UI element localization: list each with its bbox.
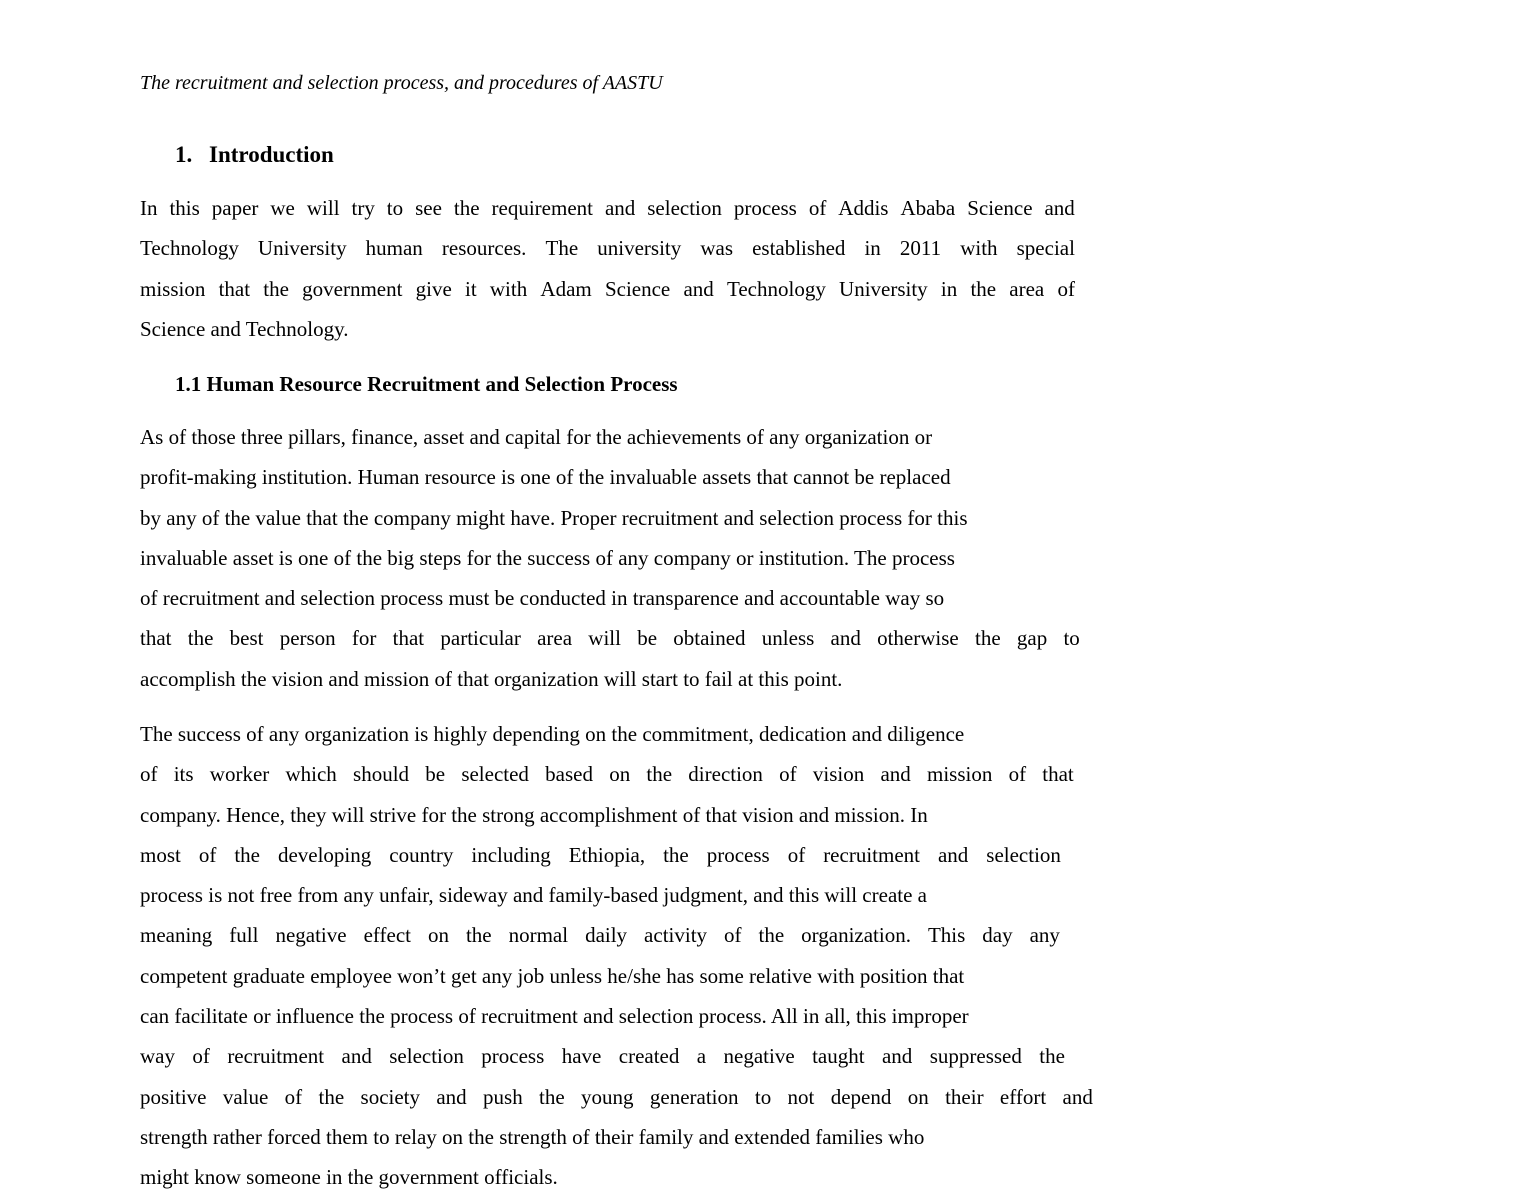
paragraph-line (140, 1077, 1093, 1117)
word: the (539, 1084, 565, 1109)
word: and (880, 762, 911, 787)
word: the (758, 923, 785, 948)
word: of (808, 196, 827, 220)
word: see (415, 196, 442, 220)
word: and (683, 276, 714, 301)
word: unless (761, 626, 815, 651)
word: on (907, 1084, 929, 1109)
word: Ababa (900, 196, 956, 220)
word: of (787, 842, 806, 867)
word: process (733, 196, 797, 220)
word: value (222, 1084, 269, 1109)
word: process (481, 1044, 545, 1069)
intro-paragraph (140, 188, 1075, 349)
word: gap (1016, 626, 1048, 651)
word: and (881, 1044, 913, 1069)
subsection-heading: 1.1 Human Resource Recruitment and Selection Process (175, 372, 678, 396)
word: should (353, 762, 410, 787)
word: In (140, 196, 158, 220)
word: This (927, 923, 966, 948)
word: that (140, 626, 172, 651)
word: most (140, 842, 181, 867)
word: on (427, 923, 449, 948)
word: Science (967, 196, 1033, 220)
paragraph-line: by any of the value that the company might have. Proper recruitment and selection process for this (140, 505, 968, 530)
word: any (1029, 923, 1060, 948)
word: try (351, 196, 375, 220)
word: based (545, 762, 593, 787)
word: university (597, 236, 682, 261)
section-heading-introduction (175, 140, 334, 170)
word: in (940, 276, 958, 301)
word: country (389, 842, 454, 867)
paragraph-line: strength rather forced them to relay on the strength of their family and extended families who (140, 1124, 925, 1149)
word: negative (723, 1044, 795, 1069)
word: activity (644, 923, 708, 948)
word: human (365, 236, 423, 261)
word: Science (604, 276, 671, 301)
word: which (285, 762, 337, 787)
word: the (1039, 1044, 1065, 1069)
word: to (386, 196, 404, 220)
word: 2011 (899, 236, 942, 261)
word: direction (688, 762, 763, 787)
word: and (1044, 196, 1075, 220)
paragraph-line: profit-making institution. Human resource is one of the invaluable assets that cannot be replaced (140, 465, 951, 490)
section-title: Introduction (209, 142, 334, 167)
word: not (787, 1084, 815, 1109)
word: the (318, 1084, 345, 1109)
word: worker (209, 762, 270, 787)
word: paper (211, 196, 259, 220)
word: the (234, 842, 260, 867)
body-paragraph-1 (140, 417, 1080, 699)
paragraph-line: invaluable asset is one of the big steps for the success of any company or institution. The process (140, 545, 955, 570)
word: selection (986, 842, 1061, 867)
word: for (351, 626, 377, 651)
section-number: 1. (175, 142, 193, 167)
paragraph-line: The success of any organization is highly depending on the commitment, dedication and diligence (140, 722, 965, 746)
paragraph-line: accomplish the vision and mission of that organization will start to fail at this point. (140, 666, 843, 691)
paragraph-line: process is not free from any unfair, sideway and family-based judgment, and this will create a (140, 883, 927, 908)
word: push (483, 1084, 523, 1109)
word: the (974, 626, 1001, 651)
word: the (187, 626, 214, 651)
word: have (561, 1044, 602, 1069)
word: the (453, 196, 480, 220)
paragraph-line: Science and Technology. (140, 316, 349, 341)
paragraph-line: company. Hence, they will strive for the strong accomplishment of that vision and mission. In (140, 802, 928, 827)
word: society (360, 1084, 420, 1109)
word: Ethiopia, (568, 842, 646, 867)
word: vision (812, 762, 865, 787)
word: with (489, 276, 528, 301)
word: be (637, 626, 658, 651)
word: selection (389, 1044, 464, 1069)
word: effort (999, 1084, 1047, 1109)
word: generation (649, 1084, 739, 1109)
word: give (415, 276, 452, 301)
word: be (425, 762, 446, 787)
word: that (392, 626, 425, 651)
word: University (257, 236, 347, 261)
word: we (270, 196, 295, 220)
body-paragraph-2 (140, 714, 1093, 1198)
word: person (279, 626, 336, 651)
word: requirement (491, 196, 593, 220)
paragraph-line (140, 835, 1061, 875)
word: of (284, 1084, 303, 1109)
word: mission (926, 762, 993, 787)
word: its (173, 762, 194, 787)
word: young (581, 1084, 634, 1109)
word: and (830, 626, 861, 651)
word: special (1016, 236, 1075, 261)
word: Technology (140, 236, 239, 261)
word: normal (508, 923, 569, 948)
word: daily (585, 923, 628, 948)
word: and (436, 1084, 467, 1109)
word: selection (647, 196, 722, 220)
word: of (1008, 762, 1027, 787)
word: area (537, 626, 573, 651)
word: this (169, 196, 200, 220)
paragraph-line (140, 618, 1080, 658)
word: with (960, 236, 998, 261)
word: on (609, 762, 631, 787)
paragraph-line: of recruitment and selection process must be conducted in transparence and accountable way so (140, 586, 945, 611)
word: selected (461, 762, 529, 787)
word: the (970, 276, 997, 301)
word: Adam (540, 276, 592, 301)
word: in (864, 236, 881, 261)
word: particular (440, 626, 521, 651)
word: full (229, 923, 259, 948)
word: of (140, 762, 158, 787)
word: the (663, 842, 689, 867)
paragraph-line: can facilitate or influence the process of recruitment and selection process. All in all, this improper (140, 1004, 969, 1029)
word: taught (812, 1044, 865, 1069)
paragraph-line (140, 915, 1060, 955)
word: created (618, 1044, 680, 1069)
word: of (192, 1044, 210, 1069)
word: government (302, 276, 403, 301)
word: established (752, 236, 846, 261)
word: the (646, 762, 673, 787)
word: a (696, 1044, 707, 1069)
paragraph-line: As of those three pillars, finance, asset and capital for the achievements of any organization or (140, 425, 933, 449)
word: of (198, 842, 217, 867)
word: negative (275, 923, 347, 948)
paragraph-line: might know someone in the government officials. (140, 1165, 558, 1190)
word: and (604, 196, 636, 220)
word: the (465, 923, 492, 948)
word: day (982, 923, 1013, 948)
word: of (1057, 276, 1075, 301)
paragraph-line (140, 188, 1075, 228)
word: that (1042, 762, 1074, 787)
word: developing (277, 842, 372, 867)
word: best (229, 626, 264, 651)
word: effect (363, 923, 411, 948)
word: and (937, 842, 969, 867)
word: obtained (673, 626, 746, 651)
word: their (945, 1084, 984, 1109)
word: Addis (838, 196, 889, 220)
word: it (465, 276, 477, 301)
word: was (700, 236, 733, 261)
word: otherwise (877, 626, 959, 651)
word: The (545, 236, 579, 261)
word: including (471, 842, 551, 867)
word: process (706, 842, 770, 867)
word: resources. (441, 236, 527, 261)
word: of (724, 923, 742, 948)
word: mission (140, 276, 206, 301)
word: positive (140, 1084, 207, 1109)
word: and (341, 1044, 372, 1069)
word: to (754, 1084, 772, 1109)
running-header: The recruitment and selection process, and procedures of AASTU (140, 72, 663, 94)
word: University (839, 276, 928, 301)
word: suppressed (929, 1044, 1022, 1069)
word: will (306, 196, 340, 220)
word: way (140, 1044, 175, 1069)
word: organization. (801, 923, 911, 948)
word: meaning (140, 923, 213, 948)
word: recruitment (227, 1044, 325, 1069)
word: the (263, 276, 289, 301)
paragraph-line (140, 269, 1075, 309)
word: recruitment (823, 842, 920, 867)
word: will (588, 626, 621, 651)
paragraph-line: competent graduate employee won’t get any job unless he/she has some relative with position that (140, 963, 965, 988)
paragraph-line (140, 1036, 1065, 1076)
paragraph-line (140, 754, 1074, 794)
word: depend (830, 1084, 892, 1109)
word: that (218, 276, 251, 301)
paragraph-line (140, 228, 1075, 268)
word: area (1009, 276, 1045, 301)
word: to (1063, 626, 1080, 651)
word: and (1062, 1084, 1093, 1109)
word: Technology (726, 276, 826, 301)
word: of (779, 762, 797, 787)
